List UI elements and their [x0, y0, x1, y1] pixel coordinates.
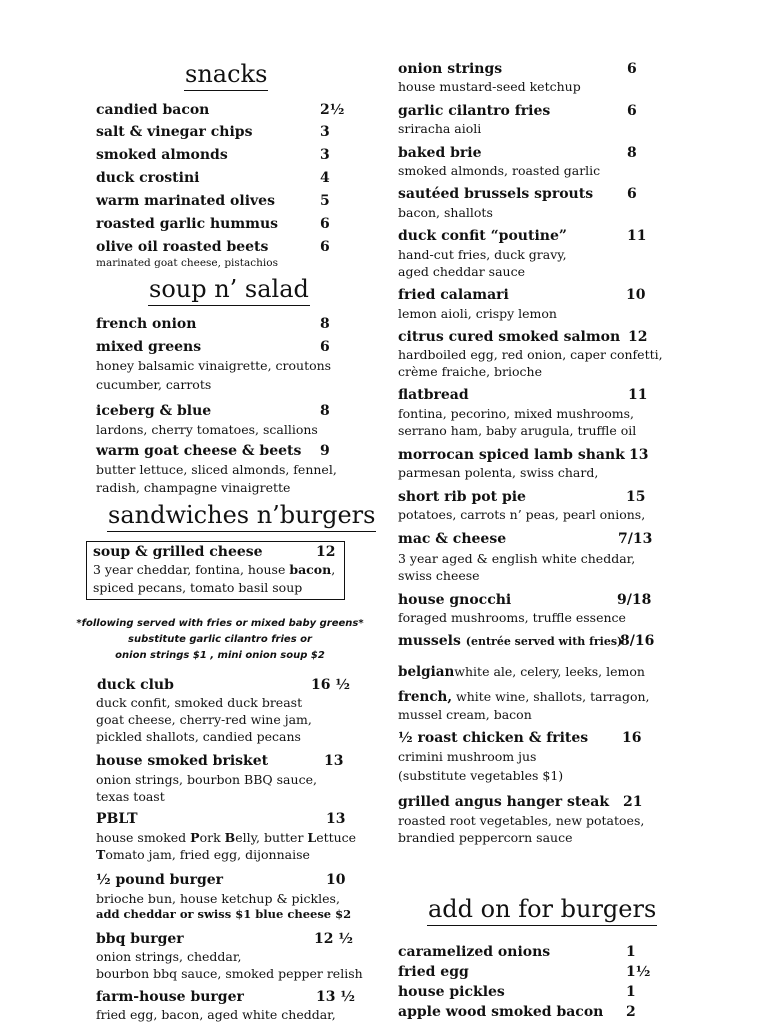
menu-item-desc: lemon aioli, crispy lemon [398, 306, 557, 321]
note-line: substitute garlic cilantro fries or [128, 634, 312, 645]
menu-item-desc: butter lettuce, sliced almonds, fennel, [96, 462, 337, 477]
menu-item-name: baked brie [398, 145, 482, 161]
menu-item-price: 11 [628, 387, 648, 403]
menu-item-desc: roasted root vegetables, new potatoes, [398, 813, 645, 828]
menu-item-name: olive oil roasted beets [96, 239, 269, 255]
menu-item-price: 12 [628, 329, 648, 345]
item-name-text: french, [398, 689, 453, 705]
menu-item-price: 6 [320, 339, 330, 355]
menu-item-name: house gnocchi [398, 592, 512, 608]
menu-item-price: 6 [627, 186, 637, 202]
add-on-heading: add on for burgers [427, 894, 657, 926]
menu-item-desc [398, 688, 650, 706]
menu-item-price: 13 ½ [316, 989, 355, 1005]
menu-item-name: mac & cheese [398, 531, 507, 547]
menu-item-name: fried calamari [398, 287, 509, 303]
desc-text: jam, fried egg, dijonnaise [148, 847, 310, 862]
menu-item-desc: brandied peppercorn sauce [398, 830, 573, 845]
menu-item-desc: crimini mushroom jus [398, 749, 537, 764]
menu-item-price: 8 [627, 145, 637, 161]
menu-item-price: 8 [320, 403, 330, 419]
soup-salad-heading: soup n’ salad [148, 274, 310, 306]
desc-text: white ale, celery, leeks, lemon [454, 664, 645, 679]
menu-item-desc: bacon, shallots [398, 205, 493, 220]
menu-item-desc: pickled shallots, candied pecans [96, 729, 301, 744]
desc-bold-text: B [224, 830, 236, 845]
desc-text: ettuce [316, 830, 357, 845]
desc-bold-text: P [190, 830, 200, 845]
menu-item-price: 5 [320, 193, 330, 209]
desc-bold-text: bacon [289, 562, 332, 577]
menu-item-name: farm-house burger [96, 989, 244, 1005]
menu-item-name [398, 633, 622, 650]
menu-item-desc: honey balsamic vinaigrette, croutons [96, 358, 332, 373]
menu-item-desc: parmesan polenta, swiss chard, [398, 465, 599, 480]
menu-item-name: short rib pot pie [398, 489, 526, 505]
note-line: onion strings $1 , mini onion soup $2 [115, 650, 325, 661]
menu-item-price: 6 [627, 103, 637, 119]
menu-item-desc: sriracha aioli [398, 121, 482, 136]
menu-item-desc: crème fraiche, brioche [398, 364, 542, 379]
menu-item-desc: radish, champagne vinaigrette [96, 480, 291, 495]
menu-item-price: 3 [320, 147, 330, 163]
menu-item-desc [93, 561, 335, 578]
menu-item-name: morrocan spiced lamb shank [398, 447, 625, 463]
desc-text: elly, butter [235, 830, 308, 845]
menu-item-name: apple wood smoked bacon [398, 1004, 604, 1020]
menu-item-desc: duck confit, smoked duck breast [96, 695, 303, 710]
menu-item-price: 8 [320, 316, 330, 332]
menu-item-desc: onion strings, bourbon BBQ sauce, [96, 772, 317, 787]
menu-item-desc: marinated goat cheese, pistachios [96, 257, 278, 269]
menu-item-price: 3 [320, 124, 330, 140]
menu-item-name: iceberg & blue [96, 403, 212, 419]
menu-item-name: roasted garlic hummus [96, 216, 279, 232]
menu-item-name: bbq burger [96, 931, 184, 947]
menu-item-price: 13 [326, 811, 346, 827]
menu-item-price: 6 [320, 239, 330, 255]
desc-text: , [331, 562, 336, 577]
menu-item-name: salt & vinegar chips [96, 124, 253, 140]
menu-item-name: house smoked brisket [96, 753, 269, 769]
desc-bold-text: T [96, 847, 106, 862]
menu-item-extra: add cheddar or swiss $1 blue cheese $2 [96, 907, 352, 921]
menu-item-price: 7/13 [618, 531, 653, 547]
menu-item-desc: spiced pecans, tomato basil soup [93, 580, 303, 595]
menu-item-desc: swiss cheese [398, 568, 480, 583]
note-line: *following served with fries or mixed baby greens* [76, 618, 364, 629]
menu-item-desc: hardboiled egg, red onion, caper confetti, [398, 347, 663, 362]
item-name-text: belgian [398, 664, 455, 680]
menu-item-desc: house mustard-seed ketchup [398, 79, 581, 94]
menu-item-name: duck crostini [96, 170, 200, 186]
menu-item-name: duck club [97, 677, 174, 693]
item-note: (entrée served with fries) [465, 635, 623, 648]
menu-item-name: sautéed brussels sprouts [398, 186, 594, 202]
menu-item-price: 12 [316, 544, 336, 560]
menu-item-desc: aged cheddar sauce [398, 264, 525, 279]
menu-item-desc: lardons, cherry tomatoes, scallions [96, 422, 318, 437]
menu-item-name: house pickles [398, 984, 505, 1000]
menu-item-price: 9 [320, 443, 330, 459]
menu-item-price: 1 [626, 984, 636, 1000]
menu-item-price: 11 [627, 228, 647, 244]
menu-item-name: ½ roast chicken & frites [398, 730, 589, 746]
menu-item-name: fried egg [398, 964, 469, 980]
menu-item-desc: onion strings, cheddar, [96, 949, 242, 964]
menu-item-price: 13 [324, 753, 344, 769]
desc-text: house smoked [96, 830, 191, 845]
menu-item-price: 10 [626, 287, 646, 303]
menu-item-name: grilled angus hanger steak [398, 794, 610, 810]
menu-item-desc: fontina, pecorino, mixed mushrooms, [398, 406, 635, 421]
menu-item-desc: mussel cream, bacon [398, 707, 532, 722]
menu-item-name: duck confit “poutine” [398, 228, 567, 244]
menu-item-name: PBLT [96, 811, 138, 827]
menu-item-price: 21 [623, 794, 643, 810]
menu-item-name: warm goat cheese & beets [96, 443, 302, 459]
desc-text: white wine, shallots, tarragon, [452, 689, 650, 704]
sandwiches-heading: sandwiches n’burgers [107, 500, 376, 532]
desc-text: 3 year cheddar, fontina, house [93, 562, 290, 577]
menu-item-price: 10 [326, 872, 346, 888]
menu-item-name: soup & grilled cheese [93, 544, 263, 560]
menu-item-desc: foraged mushrooms, truffle essence [398, 610, 626, 625]
snacks-heading: snacks [184, 59, 268, 91]
menu-item-price: 4 [320, 170, 330, 186]
menu-item-desc [398, 663, 645, 681]
menu-item-price: 15 [626, 489, 646, 505]
menu-item-price: 2½ [320, 102, 345, 118]
desc-bold-text: L [307, 830, 317, 845]
menu-item-desc: cucumber, carrots [96, 377, 212, 392]
sides-note [30, 616, 410, 664]
menu-item-name: onion strings [398, 61, 503, 77]
menu-item-name: ½ pound burger [96, 872, 224, 888]
menu-item-desc [96, 829, 356, 846]
menu-item-desc: fried egg, bacon, aged white cheddar, [96, 1007, 336, 1022]
menu-item-price: 12 ½ [314, 931, 353, 947]
menu-item-price: 2 [626, 1004, 636, 1020]
menu-item-desc: hand-cut fries, duck gravy, [398, 247, 567, 262]
menu-item-price: 1½ [626, 964, 651, 980]
menu-item-name: french onion [96, 316, 197, 332]
menu-item-price: 8/16 [620, 633, 655, 649]
menu-item-desc: (substitute vegetables $1) [398, 768, 564, 783]
menu-item-desc: brioche bun, house ketchup & pickles, [96, 891, 340, 906]
menu-item-desc: potatoes, carrots n’ peas, pearl onions, [398, 507, 646, 522]
menu-item-price: 9/18 [617, 592, 652, 608]
menu-item-price: 1 [626, 944, 636, 960]
menu-item-price: 16 [622, 730, 642, 746]
item-name-text: mussels [398, 633, 461, 649]
menu-item-desc: texas toast [96, 789, 165, 804]
menu-item-price: 13 [629, 447, 649, 463]
menu-item-name: flatbread [398, 387, 469, 403]
menu-item-desc: serrano ham, baby arugula, truffle oil [398, 423, 637, 438]
menu-item-desc: bourbon bbq sauce, smoked pepper relish [96, 966, 363, 981]
menu-item-desc: 3 year aged & english white cheddar, [398, 551, 636, 566]
menu-item-desc: smoked almonds, roasted garlic [398, 163, 601, 178]
menu-item-price: 6 [320, 216, 330, 232]
menu-item-price: 16 ½ [311, 677, 350, 693]
desc-text: omato [105, 847, 149, 862]
menu-item-name: caramelized onions [398, 944, 551, 960]
menu-item-name: warm marinated olives [96, 193, 275, 209]
menu-item-name: smoked almonds [96, 147, 228, 163]
menu-item-desc: goat cheese, cherry-red wine jam, [96, 712, 312, 727]
menu-item-name: mixed greens [96, 339, 202, 355]
menu-item-name: candied bacon [96, 102, 210, 118]
menu-item-name: citrus cured smoked salmon [398, 329, 621, 345]
menu-item-name: garlic cilantro fries [398, 103, 551, 119]
desc-text: ork [199, 830, 225, 845]
menu-item-price: 6 [627, 61, 637, 77]
menu-item-desc [96, 846, 310, 863]
